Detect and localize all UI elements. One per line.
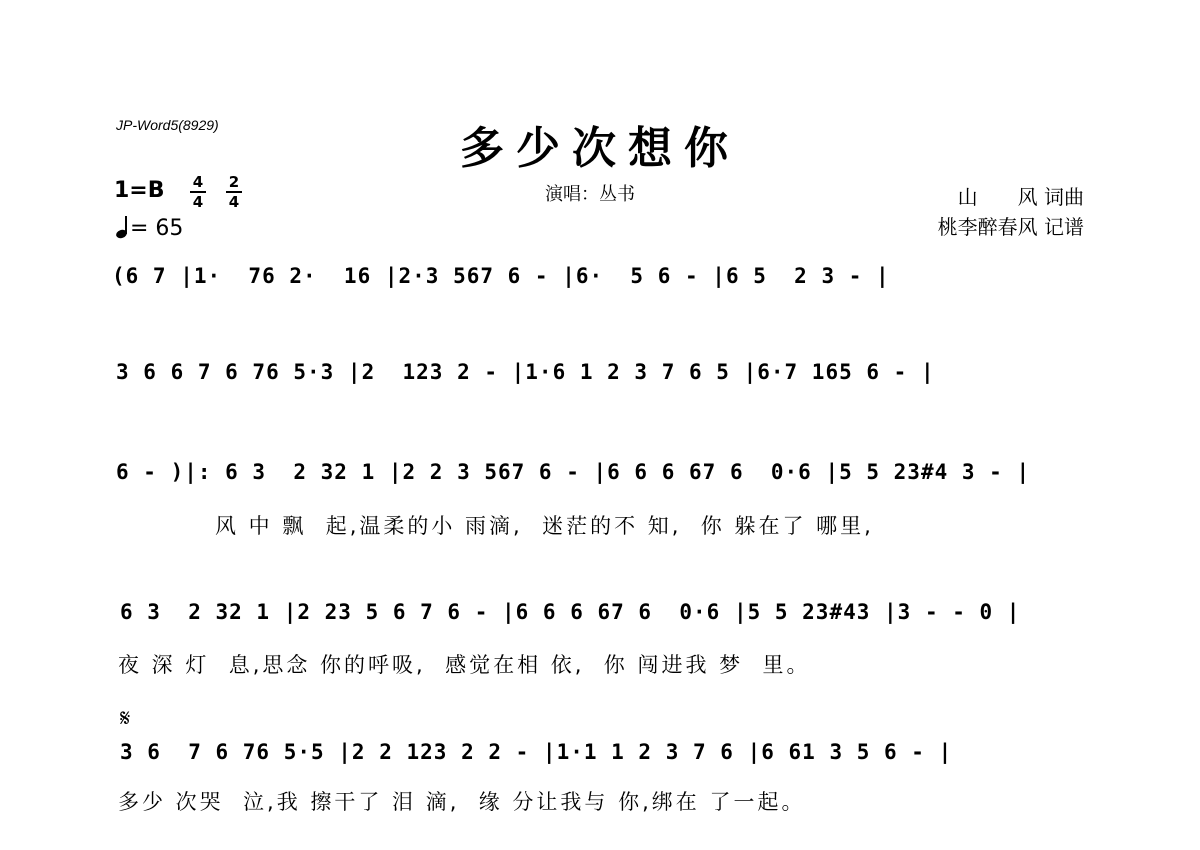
lyrics-line-5: 多少 次哭 泣,我 擦干了 泪 滴, 缘 分让我与 你,绑在 了一起。 <box>118 790 806 814</box>
time-sig-numerator: 2 <box>228 173 240 191</box>
lyrics-line-4: 夜 深 灯 息,思念 你的呼吸, 感觉在相 依, 你 闯进我 梦 里。 <box>118 653 811 677</box>
key-signature: 1=B <box>114 178 165 203</box>
time-signature-2-4 <box>226 174 242 210</box>
transcriber-credit: 桃李醉春风 记谱 <box>937 215 1084 239</box>
notes-line-1: (6 7 |1· 76 2· 16 |2·3 567 6 - |6· 5 6 - |6 5 2 3 - | <box>112 264 890 288</box>
software-label: JP-Word5(8929) <box>116 117 219 133</box>
score-line-3 <box>110 458 1090 498</box>
score-line-2 <box>110 358 1090 398</box>
notes-line-3: 6 - )|: 6 3 2 32 1 |2 2 3 567 6 - |6 6 6 67 6 0·6 |5 5 23#4 3 - | <box>116 460 1031 484</box>
tempo-marking <box>116 216 183 241</box>
song-title: 多少次想你 <box>460 123 740 174</box>
time-sig-denominator: 4 <box>228 193 240 211</box>
notes-line-2: 3 6 6 7 6 76 5·3 |2 123 2 - |1·6 1 2 3 7 6 5 |6·7 165 6 - | <box>116 360 935 384</box>
notes-line-4: 6 3 2 32 1 |2 23 5 6 7 6 - |6 6 6 67 6 0·6 |5 5 23#43 |3 - - 0 | <box>120 600 1021 624</box>
tempo-value: = 65 <box>130 216 184 241</box>
segno-icon: 𝄋 <box>120 704 131 732</box>
score-line-1 <box>110 262 1090 302</box>
singer-credit: 演唱：丛书 <box>545 184 635 205</box>
notes-line-5: 3 6 7 6 76 5·5 |2 2 123 2 2 - |1·1 1 2 3 7 6 |6 61 3 5 6 - | <box>120 740 953 764</box>
time-sig-numerator: 4 <box>192 173 204 191</box>
score-line-5 <box>110 738 1090 778</box>
score-line-4 <box>110 598 1090 638</box>
lyrics-line-3: 风 中 飘 起,温柔的小 雨滴, 迷茫的不 知, 你 躲在了 哪里, <box>215 514 874 538</box>
quarter-note-icon <box>116 216 130 238</box>
time-signature-4-4 <box>190 174 206 210</box>
time-sig-denominator: 4 <box>192 193 204 211</box>
composer-credit: 山 风 词曲 <box>957 185 1084 209</box>
